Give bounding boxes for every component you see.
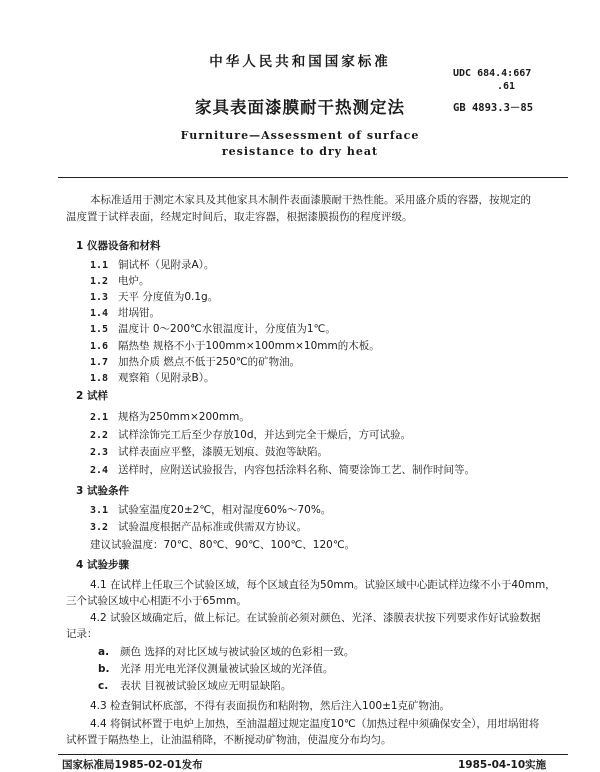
item-number: 1.3 xyxy=(90,292,109,304)
item-text: 试验温度根据产品标准或供需双方协议。 xyxy=(118,521,307,533)
item-text: 隔热垫 规格不小于100mm×100mm×10mm的木板。 xyxy=(118,339,380,352)
intro-line-1: 本标准适用于测定木家具及其他家具木制件表面漆膜耐干热性能。采用盛介质的容器，按规定的 xyxy=(90,194,531,206)
section-2-heading: 2 试样 xyxy=(76,390,108,402)
item-number: 1.8 xyxy=(90,372,109,384)
list-item xyxy=(90,339,380,355)
item-number: 1.7 xyxy=(90,356,109,368)
item-number: 1.6 xyxy=(90,340,109,352)
list-item xyxy=(90,274,150,290)
item-number: 2.1 xyxy=(90,412,109,423)
footer-divider xyxy=(58,754,568,755)
para-4-1-line-1: 4.1 在试样上任取三个试验区域，每个区域直径为50mm。试验区域中心距试样边缘不小于40mm， xyxy=(90,579,556,591)
para-4-3: 4.3 检查铜试杯底部，不得有表面损伤和粘附物，然后注入100±1克矿物油。 xyxy=(90,700,451,712)
udc-line-1: UDC 684.4:667 xyxy=(453,68,532,79)
list-item xyxy=(98,662,333,678)
list-item xyxy=(98,645,354,661)
para-4-4-line-2: 试杯置于隔热垫上，让油温稍降，不断搅动矿物油，使温度分布均匀。 xyxy=(66,734,392,746)
list-item xyxy=(90,445,328,461)
item-letter: a. xyxy=(98,646,110,658)
item-text: 颜色 选择的对比区域与被试验区域的色彩相一致。 xyxy=(120,646,355,658)
item-text: 坩埚钳。 xyxy=(118,307,160,320)
udc-code xyxy=(453,67,531,93)
english-title-line-1: Furniture—Assessment of surface xyxy=(180,129,420,142)
document-title: 家具表面漆膜耐干热测定法 xyxy=(195,98,405,117)
item-text: 光泽 用光电光泽仪测量被试验区域的光泽值。 xyxy=(120,663,334,675)
section-1-heading: 1 仪器设备和材料 xyxy=(76,240,161,252)
item-text: 电炉。 xyxy=(118,275,150,288)
gb-number: GB 4893.3－85 xyxy=(453,102,534,114)
standard-type: 中华人民共和国国家标准 xyxy=(209,54,391,70)
para-4-2-line-1: 4.2 试验区域确定后，做上标记。在试验前必须对颜色、光泽、漆膜表状按下列要求作好试验数据 xyxy=(90,612,541,624)
item-number: 3.2 xyxy=(90,522,109,533)
header-divider xyxy=(58,177,568,178)
item-number: 2.4 xyxy=(90,464,109,476)
item-text: 天平 分度值为0.1g。 xyxy=(118,291,219,304)
item-number: 2.2 xyxy=(90,429,109,441)
para-4-2-line-2: 记录： xyxy=(66,628,98,640)
item-number: 3.1 xyxy=(90,505,109,516)
list-item xyxy=(90,520,307,536)
item-letter: c. xyxy=(98,680,109,692)
intro-line-2: 温度置于试样表面，经规定时间后，取走容器，根据漆膜损伤的程度评级。 xyxy=(66,211,413,223)
item-number: 2.3 xyxy=(90,447,109,458)
list-item xyxy=(90,290,218,306)
section-4-heading: 4 试验步骤 xyxy=(76,559,129,571)
list-item xyxy=(90,410,250,426)
section-3-heading: 3 试验条件 xyxy=(76,485,129,497)
item-text: 试样表面应平整，漆膜无划痕、鼓泡等缺陷。 xyxy=(118,446,328,458)
list-item xyxy=(98,679,291,695)
para-4-4-line-1: 4.4 将铜试杯置于电炉上加热，至油温超过规定温度10℃（加热过程中须确保安全），用坩埚钳将 xyxy=(90,718,540,730)
item-text: 试验室温度20±2℃，相对湿度60%～70%。 xyxy=(118,504,332,516)
list-item xyxy=(90,306,160,322)
item-number: 1.5 xyxy=(90,324,109,336)
list-item xyxy=(90,258,214,274)
item-number: 1.2 xyxy=(90,276,109,288)
item-text: 表状 目视被试验区域应无明显缺陷。 xyxy=(120,680,292,692)
item-text: 规格为250mm×200mm。 xyxy=(118,411,250,423)
item-number: 1.1 xyxy=(90,260,109,271)
item-text: 试样涂饰完工后至少存放10d，并达到完全干燥后，方可试验。 xyxy=(118,428,412,441)
list-item xyxy=(90,503,331,519)
list-item xyxy=(90,371,214,387)
item-number: 1.4 xyxy=(90,308,109,320)
item-letter: b. xyxy=(98,663,110,675)
effective-date: 1985-04-10实施 xyxy=(458,759,547,771)
list-item xyxy=(90,322,336,338)
para-4-1-line-2: 三个试验区域中心相距不小于65mm。 xyxy=(66,595,247,607)
item-text: 观察箱（见附录B）。 xyxy=(118,371,215,384)
list-item xyxy=(90,428,411,444)
english-title-line-2: resistance to dry heat xyxy=(221,145,379,158)
issue-date: 国家标准局1985-02-01发布 xyxy=(62,759,203,771)
list-item xyxy=(90,463,475,479)
item-text: 送样时，应附送试验报告，内容包括涂料名称、简要涂饰工艺、制作时间等。 xyxy=(118,463,475,476)
item-text: 铜试杯（见附录A）。 xyxy=(118,259,215,271)
item-text: 温度计 0～200℃水银温度计，分度值为1℃。 xyxy=(118,323,336,336)
list-item xyxy=(90,355,300,371)
item-text: 加热介质 燃点不低于250℃的矿物油。 xyxy=(118,355,301,368)
udc-line-2: .61 xyxy=(497,81,516,92)
section-3-note: 建议试验温度：70℃、80℃、90℃、100℃、120℃。 xyxy=(90,539,356,551)
